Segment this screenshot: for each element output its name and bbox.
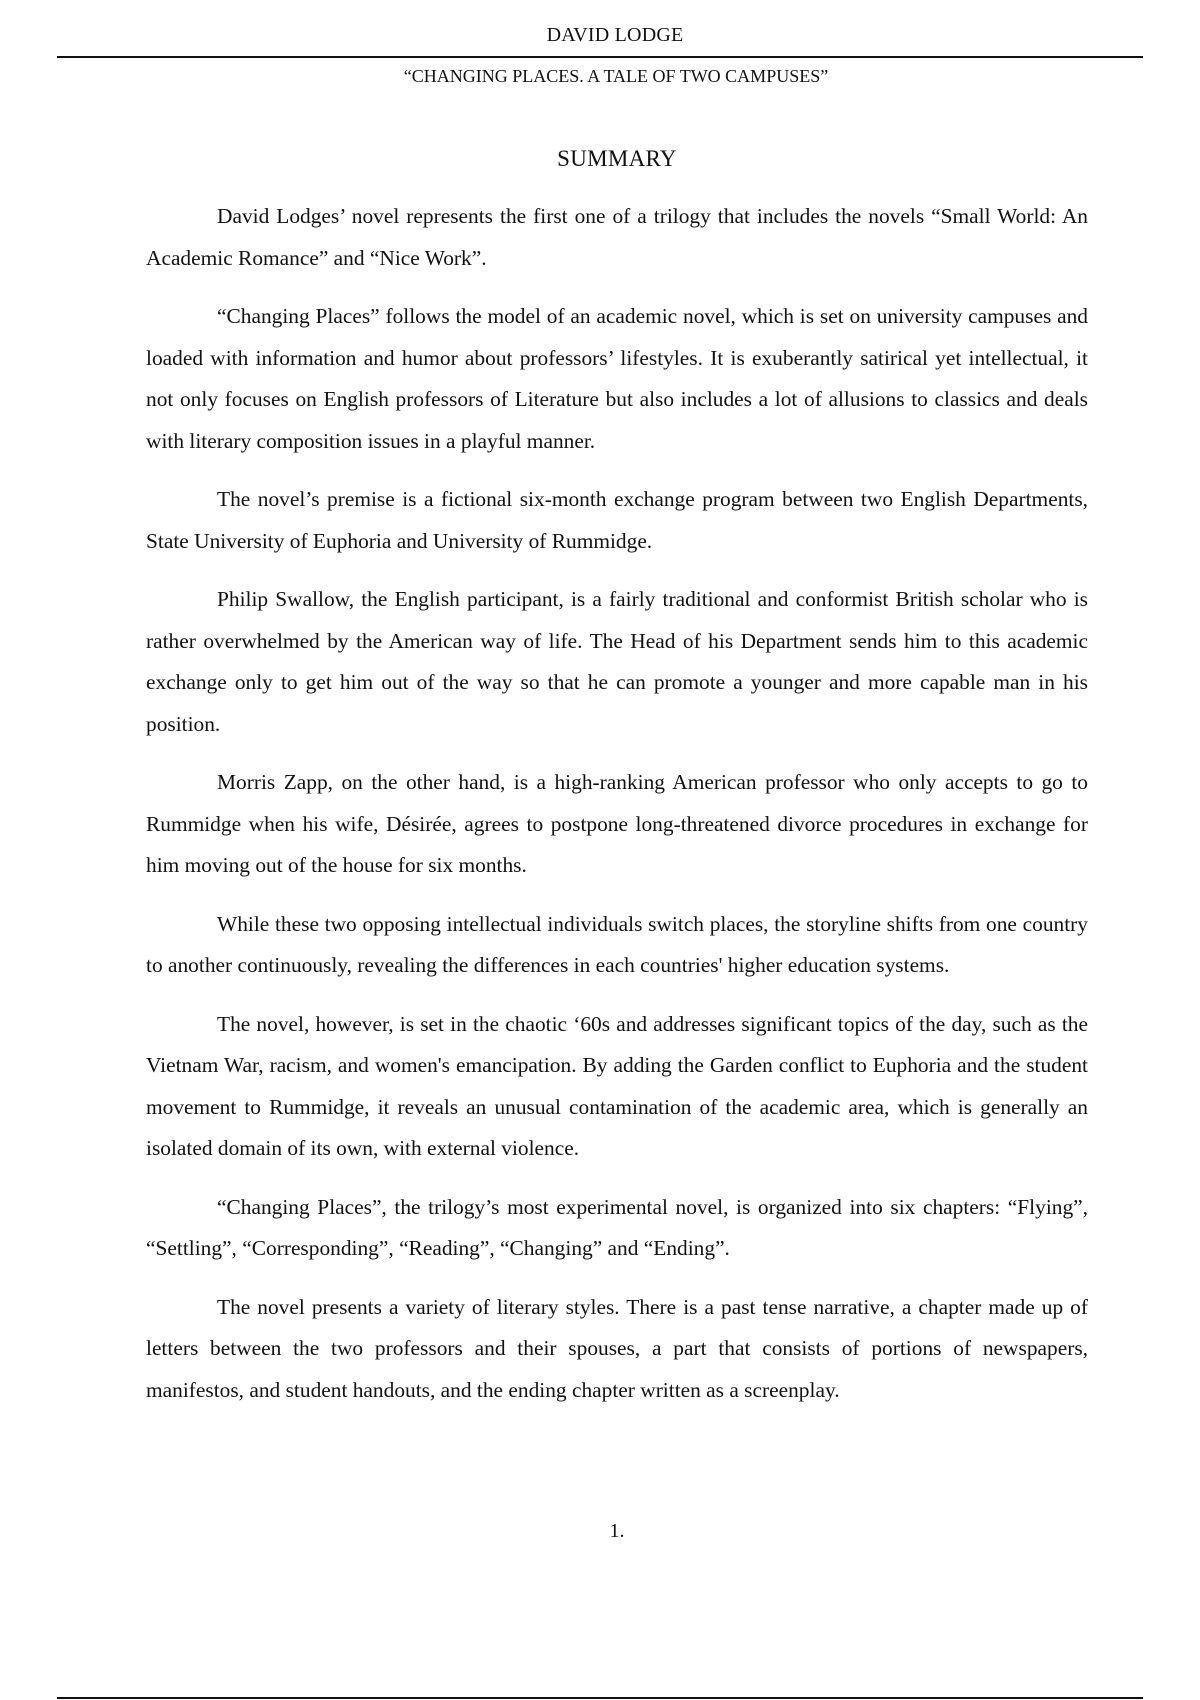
header-author: DAVID LODGE: [546, 24, 684, 46]
footer-divider: [57, 1697, 1143, 1699]
header-divider: [57, 56, 1143, 58]
paragraph: “Changing Places” follows the model of an academic novel, which is set on university campuses and loaded with information and humor about professors’ lifestyles. It is exuberantly satirical yet intellectual, it not only focuses on English professors of Literature but also includes a lot of allusions to classics and deals with literary composition issues in a playful manner.: [146, 304, 1088, 453]
paragraph: Philip Swallow, the English participant, is a fairly traditional and conformist British scholar who is rather overwhelmed by the American way of life. The Head of his Department sends him to this academic exchange only to get him out of the way so that he can promote a younger and more capable man in his position.: [146, 587, 1088, 736]
paragraph: Morris Zapp, on the other hand, is a high-ranking American professor who only accepts to go to Rummidge when his wife, Désirée, agrees to postpone long-threatened divorce procedures in exchange for him moving out of the house for six months.: [146, 770, 1088, 877]
paragraph: The novel’s premise is a fictional six-month exchange program between two English Departments, State University of Euphoria and University of Rummidge.: [146, 487, 1088, 553]
paragraph: The novel, however, is set in the chaotic ‘60s and addresses significant topics of the day, such as the Vietnam War, racism, and women's emancipation. By adding the Garden conflict to Euphoria and the student movement to Rummidge, it reveals an unusual contamination of the academic area, which is generally an isolated domain of its own, with external violence.: [146, 1011, 1088, 1160]
header-book-title: “CHANGING PLACES. A TALE OF TWO CAMPUSES”: [403, 66, 829, 86]
section-heading: SUMMARY: [557, 146, 677, 171]
paragraph: David Lodges’ novel represents the first one of a trilogy that includes the novels “Small World: An Academic Romance” and “Nice Work”.: [146, 204, 1088, 270]
body-text: [146, 196, 1088, 1428]
page-number: 1.: [609, 1520, 625, 1542]
paragraph: While these two opposing intellectual individuals switch places, the storyline shifts from one country to another continuously, revealing the differences in each countries' higher education systems.: [146, 911, 1088, 977]
paragraph: “Changing Places”, the trilogy’s most experimental novel, is organized into six chapters: “Flying”, “Settling”, “Corresponding”, “Reading”, “Changing” and “Ending”.: [146, 1194, 1088, 1260]
paragraph: The novel presents a variety of literary styles. There is a past tense narrative, a chapter made up of letters between the two professors and their spouses, a part that consists of portions of newspapers, manifestos, and student handouts, and the ending chapter written as a screenplay.: [146, 1294, 1088, 1402]
